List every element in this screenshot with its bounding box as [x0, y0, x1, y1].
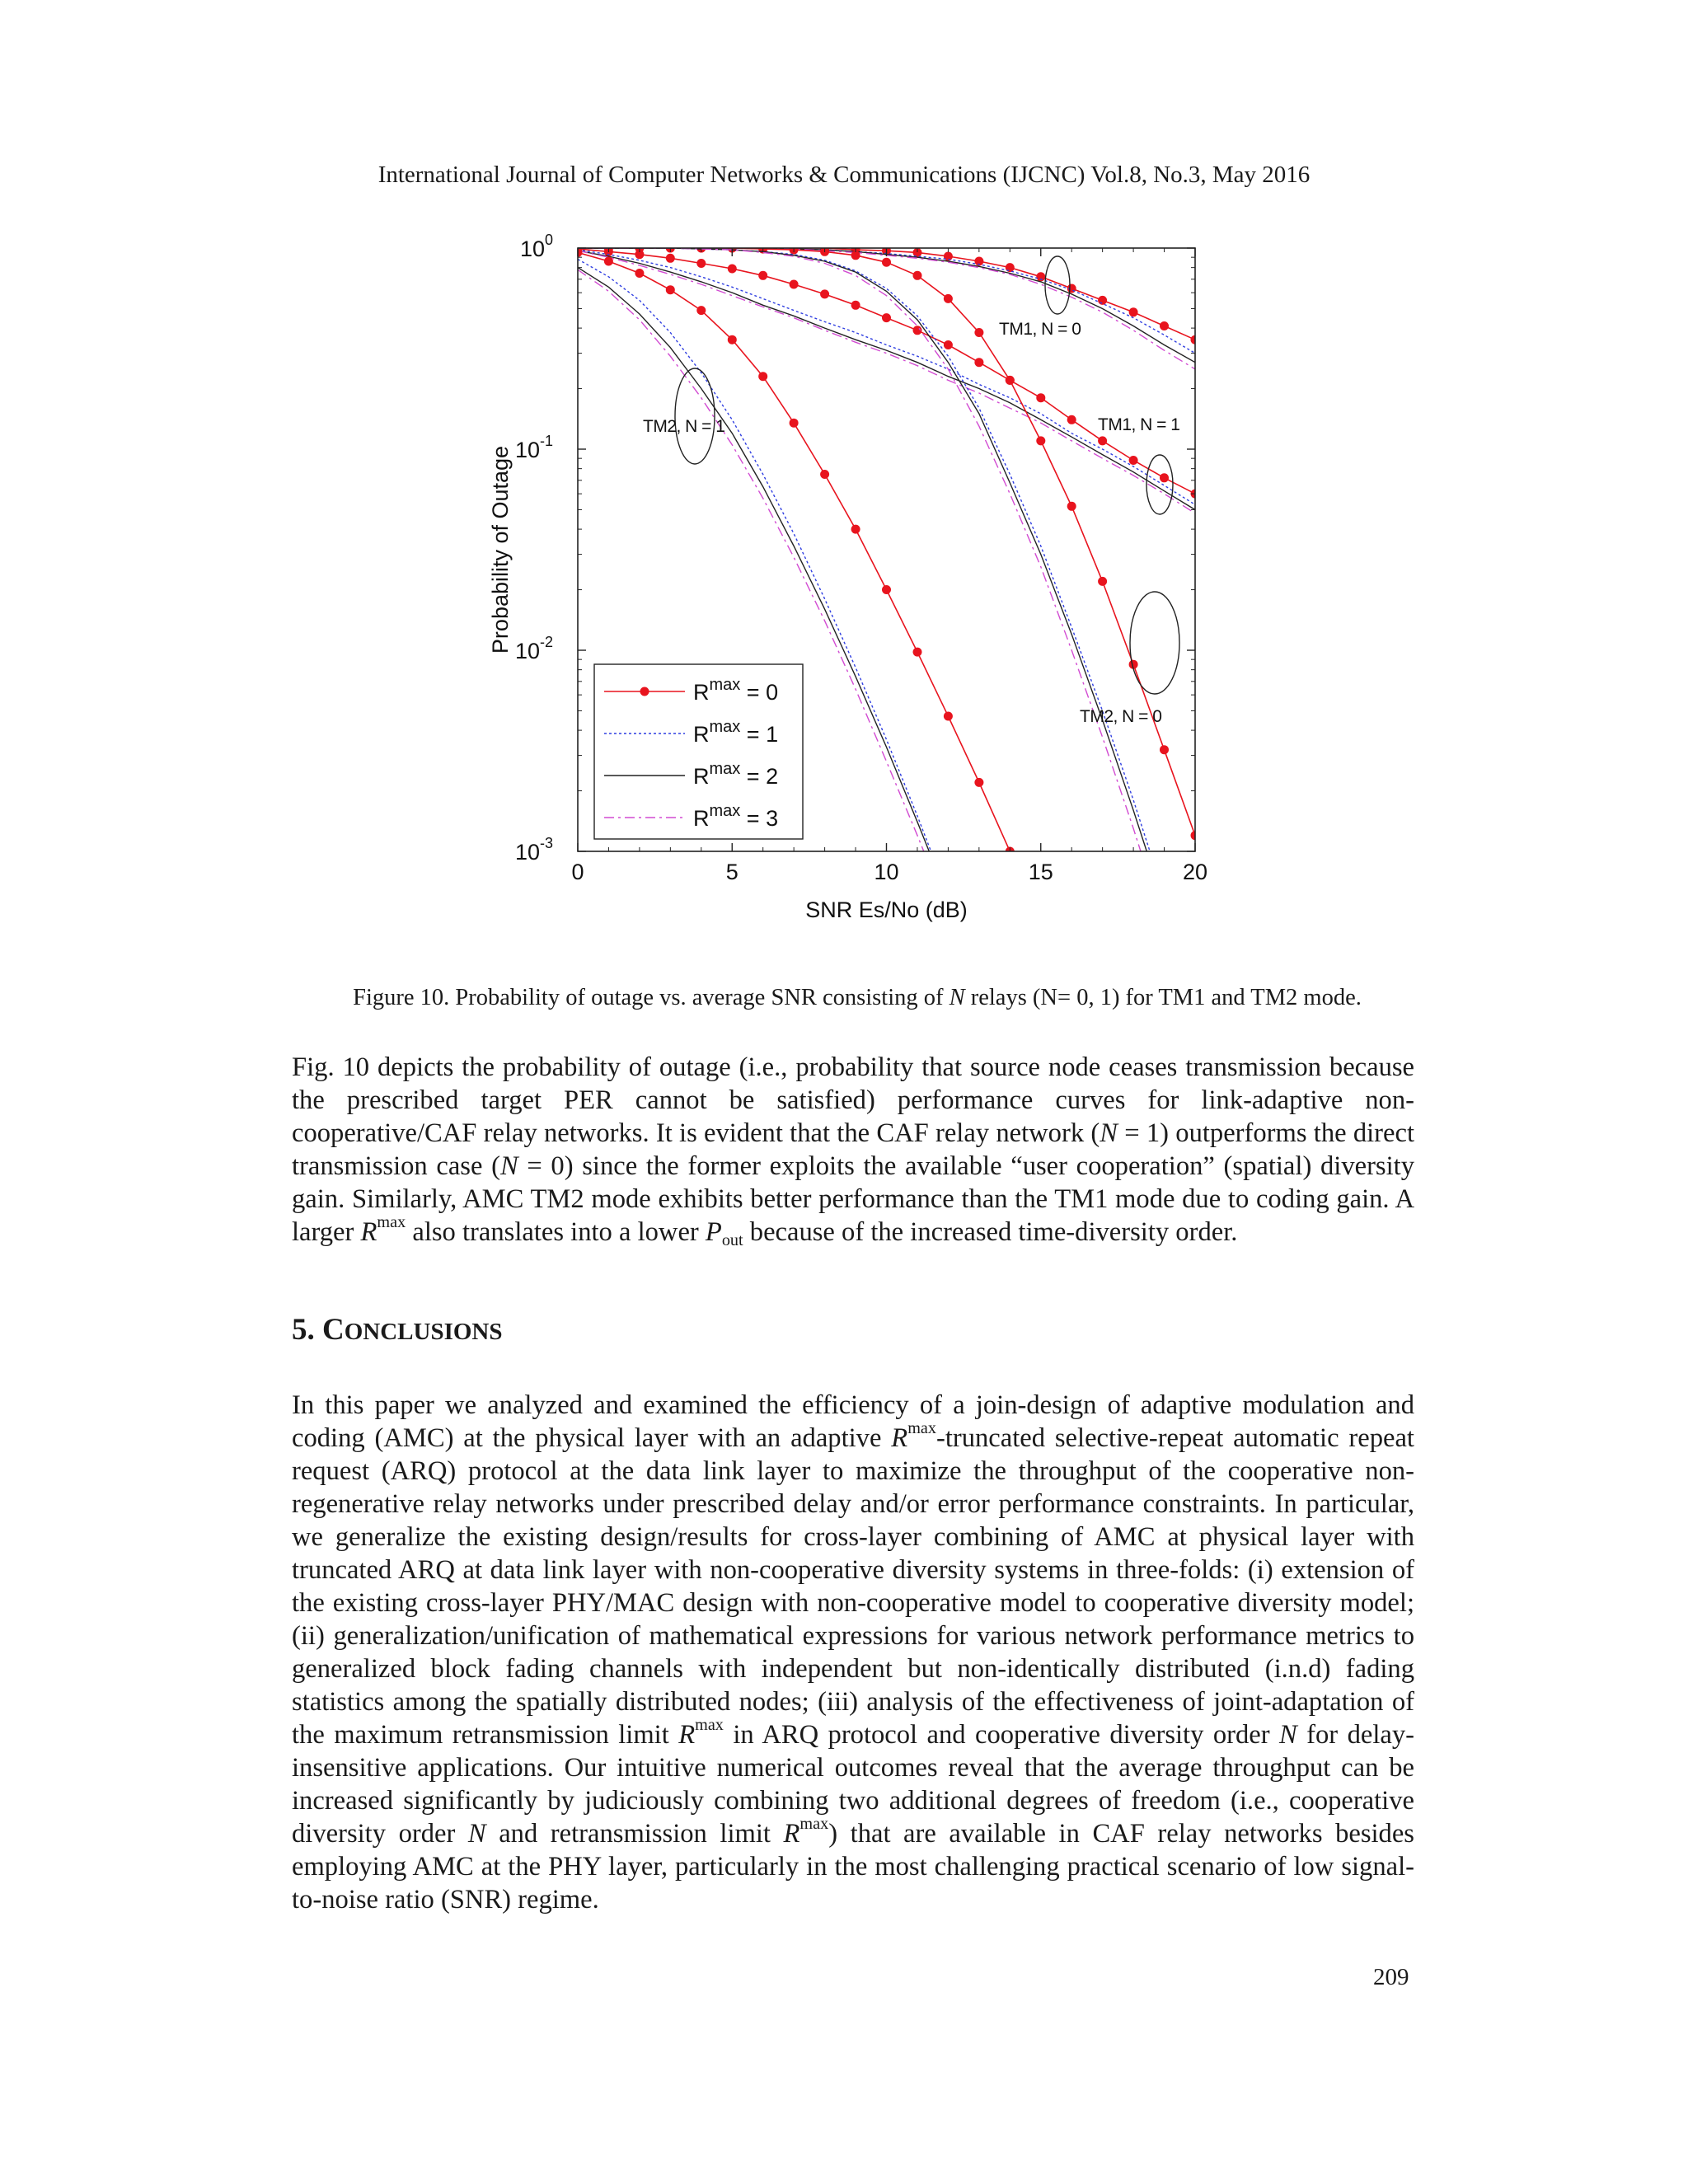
- x-tick-label: 20: [1182, 860, 1208, 884]
- p2-var-r1-sup: max: [907, 1418, 936, 1437]
- data-point: [666, 254, 675, 263]
- data-point: [790, 419, 799, 428]
- data-point: [974, 328, 983, 337]
- data-point: [1067, 415, 1076, 424]
- x-tick-label: 10: [874, 860, 899, 884]
- x-tick-label: 5: [725, 860, 738, 884]
- data-point: [635, 269, 644, 278]
- data-point: [1036, 393, 1045, 402]
- caption-text-1: Figure 10. Probability of outage vs. average SNR consisting of: [353, 985, 950, 1010]
- data-point: [696, 306, 706, 315]
- data-point: [758, 271, 767, 280]
- section-number: 5. C: [292, 1313, 345, 1347]
- data-point: [913, 326, 922, 335]
- p2-text-2: -truncated selective-repeat automatic repeat request (ARQ) protocol at the data link layer to maximize the throughput of the cooperative non-regenerative relay networks under prescribed delay and/or error performance constraints. In particular, we generalize the existing design/results for cross-layer combining of AMC at physical layer with truncated ARQ at data link layer with non-cooperative diversity systems in three-folds: (i) extension of the existing cross-layer PHY/MAC design with non-cooperative model to cooperative diversity model; (ii) generalization/unification of mathematical expressions for various network performance metrics to generalized block fading channels with independent but non-identically distributed (i.n.d) fading statistics among the spatially distributed nodes; (iii) analysis of the effectiveness of joint-adaptation of the maximum retransmission limit: [292, 1423, 1414, 1750]
- data-point: [944, 712, 953, 721]
- data-point: [1067, 502, 1076, 511]
- x-tick-label: 0: [571, 860, 584, 884]
- data-point: [974, 778, 983, 787]
- data-point: [882, 313, 891, 322]
- data-point: [974, 358, 983, 367]
- p2-var-n1: N: [1279, 1720, 1297, 1750]
- annotation-label: TM2, N = 1: [643, 417, 725, 436]
- page-number: 209: [1373, 1964, 1409, 1990]
- p1-var-n1: N: [1100, 1118, 1118, 1148]
- data-point: [1160, 321, 1169, 330]
- data-point: [944, 252, 953, 261]
- annotation-ellipse: [1130, 592, 1179, 694]
- y-tick-label: $10^0$: [519, 232, 553, 261]
- data-point: [1129, 307, 1138, 316]
- data-point: [944, 294, 953, 303]
- caption-text-2: relays (N= 0, 1) for TM1 and TM2 mode.: [964, 985, 1362, 1010]
- p2-var-r2-sup: max: [695, 1715, 724, 1734]
- annotation-ellipse: [675, 368, 715, 464]
- p1-var-r-sup: max: [377, 1212, 406, 1231]
- data-point: [758, 372, 767, 381]
- outage-figure: [478, 229, 1236, 938]
- data-point: [1160, 473, 1169, 482]
- data-point: [882, 258, 891, 267]
- p2-text-5: and retransmission limit: [485, 1819, 784, 1849]
- data-point: [1036, 436, 1045, 445]
- data-point: [913, 648, 922, 657]
- data-point: [882, 585, 891, 594]
- data-point: [1036, 916, 1045, 926]
- p2-var-n2: N: [467, 1819, 486, 1849]
- x-tick-label: 15: [1028, 860, 1053, 884]
- conclusions-paragraph: [292, 1389, 1414, 1916]
- p1-text-5: because of the increased time-diversity order.: [743, 1217, 1238, 1247]
- p2-var-r2: R: [678, 1720, 696, 1750]
- p1-text-2: = 1) outperforms the direct transmission case (: [292, 1118, 1414, 1181]
- p1-text-4: also translates into a lower: [406, 1217, 706, 1247]
- data-point: [604, 257, 613, 266]
- legend-label: $R^{max} = 2$: [693, 760, 779, 789]
- data-point: [1160, 745, 1169, 754]
- results-paragraph: [292, 1051, 1414, 1249]
- caption-var: N: [949, 985, 965, 1010]
- legend-label: $R^{max} = 1$: [693, 718, 779, 747]
- y-axis-label: Probability of Outage: [488, 445, 513, 654]
- data-point: [944, 340, 953, 349]
- figure-caption: [293, 985, 1422, 1011]
- data-point: [1006, 376, 1015, 385]
- y-tick-label: $10^{-1}$: [514, 433, 553, 462]
- p2-var-r3-sup: max: [799, 1814, 829, 1833]
- p2-text-6: ) that are available in CAF relay networks besides employing AMC at the PHY layer, particularly in the most challenging practical scenario of low signal-to-noise ratio (SNR) regime.: [292, 1819, 1414, 1915]
- data-point: [1098, 296, 1107, 305]
- legend-label: $R^{max} = 0$: [693, 676, 779, 705]
- data-point: [696, 259, 706, 268]
- data-point: [728, 335, 737, 344]
- data-point: [820, 289, 829, 298]
- data-point: [1098, 436, 1107, 445]
- data-point: [851, 525, 860, 534]
- data-point: [913, 271, 922, 280]
- annotation-label: TM1, N = 0: [999, 320, 1081, 339]
- p1-var-r: R: [360, 1217, 377, 1247]
- legend-marker: [640, 687, 649, 696]
- data-point: [851, 301, 860, 310]
- data-point: [666, 285, 675, 294]
- p2-text-4: for delay-insensitive applications. Our intuitive numerical outcomes reveal that the average throughput can be increased significantly by judiciously combining two additional degrees of freedom (i.e., cooperative diversity order: [292, 1720, 1414, 1849]
- data-point: [1098, 577, 1107, 586]
- y-tick-label: $10^{-3}$: [514, 835, 553, 865]
- data-point: [790, 280, 799, 289]
- data-point: [728, 265, 737, 274]
- p2-var-r3: R: [783, 1819, 800, 1849]
- p1-var-p: P: [705, 1217, 722, 1247]
- section-title-rest: ONCLUSIONS: [344, 1319, 503, 1345]
- p1-var-p-sub: out: [721, 1231, 743, 1250]
- section-heading: [292, 1312, 503, 1347]
- p2-text-3: in ARQ protocol and cooperative diversity order: [723, 1720, 1279, 1750]
- p2-text-1: In this paper we analyzed and examined the efficiency of a join-design of adaptive modulation and coding (AMC) at the physical layer with an adaptive: [292, 1390, 1414, 1453]
- data-point: [1036, 272, 1045, 281]
- p1-text-1: Fig. 10 depicts the probability of outage (i.e., probability that source node ceases transmission because the prescribed target PER cannot be satisfied) performance curves for link-adaptive non-cooperative/CAF relay networks. It is evident that the CAF relay network (: [292, 1052, 1414, 1148]
- x-axis-label: SNR Es/No (dB): [805, 898, 968, 922]
- outage-chart: [478, 229, 1236, 938]
- data-point: [820, 470, 829, 479]
- y-tick-label: $10^{-2}$: [514, 634, 553, 663]
- annotation-label: TM1, N = 1: [1098, 415, 1180, 434]
- legend-label: $R^{max} = 3$: [693, 802, 779, 831]
- journal-header: International Journal of Computer Networks & Communications (IJCNC) Vol.8, No.3, May 2016: [377, 162, 1311, 188]
- annotation-ellipse: [1146, 455, 1173, 514]
- p1-var-n2: N: [499, 1151, 518, 1181]
- data-point: [1129, 456, 1138, 465]
- annotation-label: TM2, N = 0: [1080, 707, 1162, 726]
- p1-text-3: = 0) since the former exploits the available “user cooperation” (spatial) diversity gain. Similarly, AMC TM2 mode exhibits better performance than the TM1 mode due to coding gain. A larger: [292, 1151, 1414, 1247]
- p2-var-r1: R: [891, 1423, 908, 1453]
